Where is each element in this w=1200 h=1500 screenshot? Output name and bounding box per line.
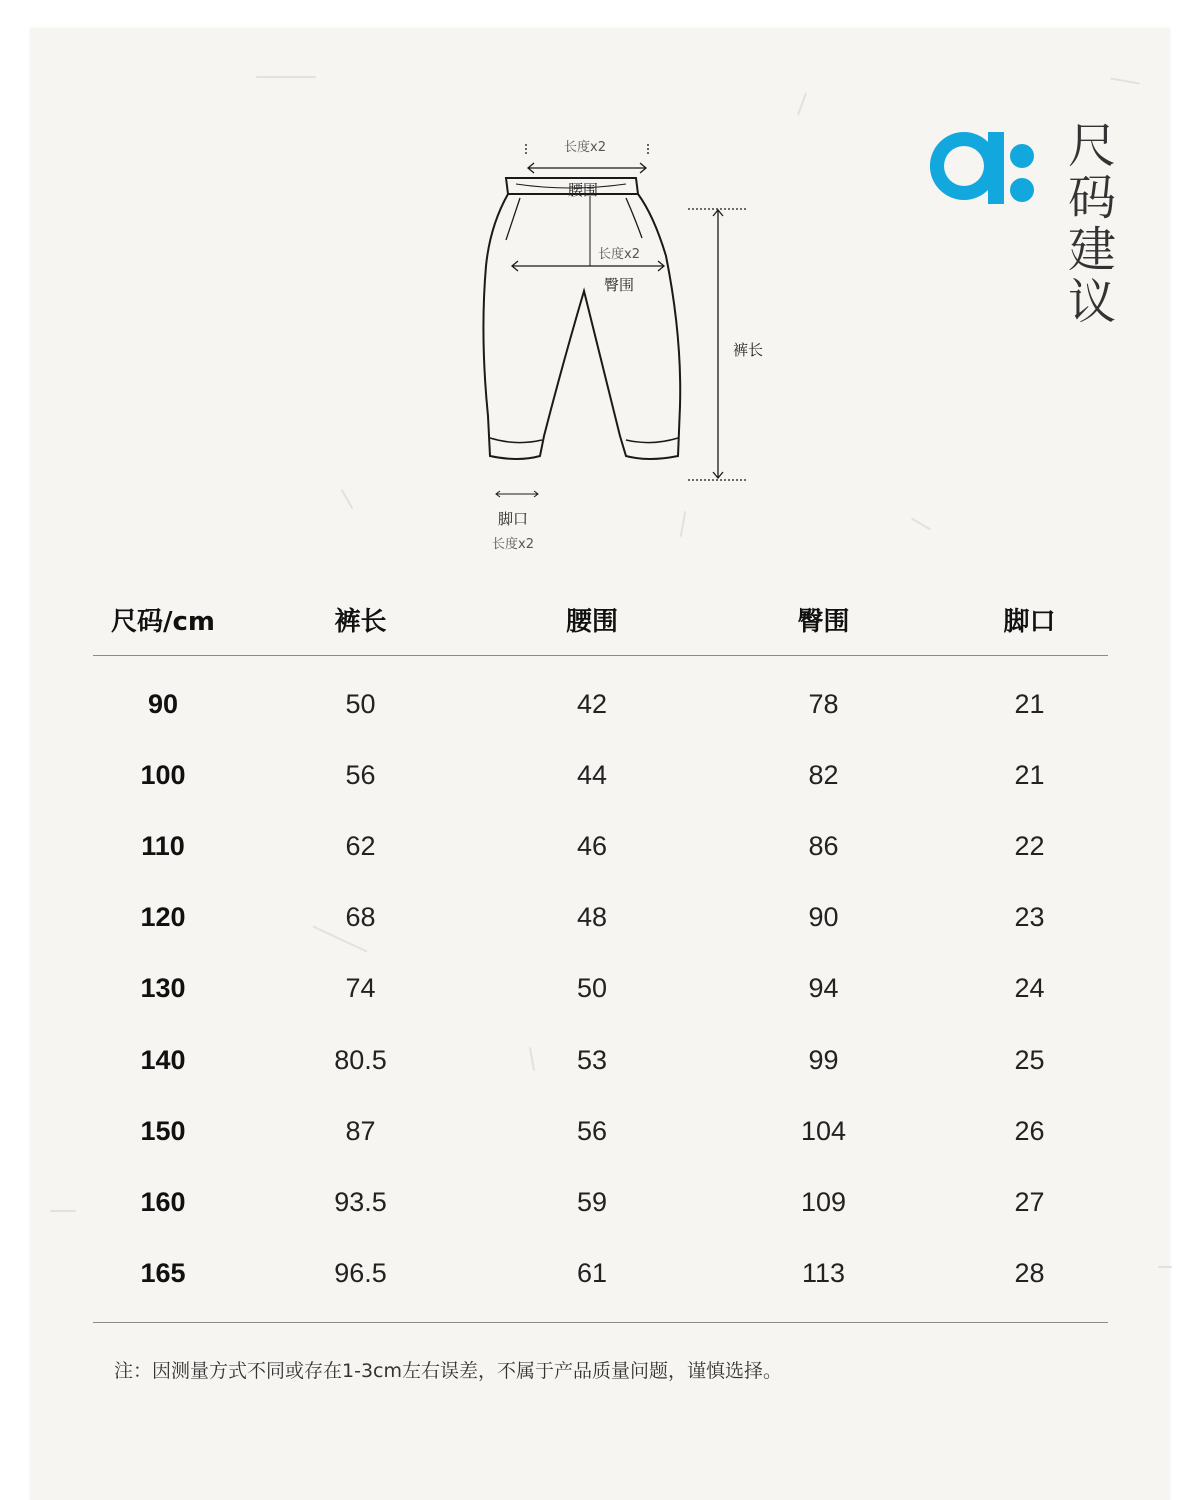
cell-cuff: 23 <box>1014 902 1045 933</box>
paper-fiber <box>1158 1266 1172 1268</box>
table-row <box>93 1238 1108 1309</box>
pants-outline <box>483 194 680 459</box>
cell-hip: 113 <box>801 1257 846 1288</box>
table-row <box>93 1167 1108 1238</box>
cell-length: 80.5 <box>334 1044 387 1075</box>
header-length: 裤长 <box>334 606 387 637</box>
cuff-right <box>626 438 678 443</box>
cell-waist: 42 <box>576 689 608 720</box>
cuff-label: 脚口 <box>498 510 529 528</box>
header-cuff: 脚口 <box>1003 606 1056 637</box>
cell-hip: 86 <box>808 831 839 862</box>
paper-fiber <box>341 489 354 509</box>
table-header <box>93 583 1108 655</box>
pants-diagram <box>450 106 770 552</box>
table-row <box>93 1024 1108 1095</box>
cell-waist: 46 <box>576 831 608 862</box>
cell-waist: 48 <box>576 902 608 933</box>
table-row <box>93 740 1108 811</box>
cell-cuff: 21 <box>1014 760 1045 791</box>
cell-size: 100 <box>140 760 186 791</box>
cell-cuff: 24 <box>1014 973 1045 1004</box>
cell-length: 62 <box>345 831 376 862</box>
cuff-left <box>490 438 542 443</box>
size-table <box>93 583 1108 1323</box>
cell-hip: 109 <box>800 1186 847 1217</box>
pocket-right <box>626 198 642 238</box>
paper-fiber <box>797 92 807 115</box>
header-size: 尺码/cm <box>110 606 215 637</box>
cell-length: 50 <box>345 689 376 720</box>
cell-size: 160 <box>140 1186 186 1217</box>
cell-cuff: 28 <box>1014 1257 1045 1288</box>
cell-hip: 99 <box>808 1044 839 1075</box>
logo-dot-top <box>1010 144 1034 168</box>
logo-letter-a <box>930 132 1004 204</box>
header-hip: 臀围 <box>797 606 850 637</box>
cell-length: 68 <box>345 902 376 933</box>
cell-size: 90 <box>147 689 179 720</box>
paper-fiber <box>1110 77 1140 84</box>
cell-size: 120 <box>140 902 186 933</box>
cell-waist: 50 <box>576 973 608 1004</box>
cell-size: 140 <box>140 1044 186 1075</box>
paper-fiber <box>256 76 316 78</box>
cell-waist: 53 <box>576 1044 608 1075</box>
cuff-sub-label: 长度x2 <box>492 537 534 552</box>
cell-length: 74 <box>345 973 376 1004</box>
table-row <box>93 882 1108 953</box>
cell-size: 110 <box>141 831 185 862</box>
waist-label: 腰围 <box>568 181 599 199</box>
table-row <box>93 669 1108 740</box>
cell-length: 93.5 <box>334 1186 387 1217</box>
title-char: 议 <box>1067 274 1116 330</box>
table-body <box>93 656 1108 1322</box>
disclaimer-note: 注：因测量方式不同或存在1-3cm左右误差，不属于产品质量问题，谨慎选择。 <box>114 1360 782 1382</box>
cell-hip: 78 <box>808 689 839 720</box>
cell-size: 130 <box>140 973 186 1004</box>
header-waist: 腰围 <box>565 606 618 637</box>
page-title <box>1062 120 1122 328</box>
size-guide-page <box>30 28 1170 1500</box>
cell-length: 87 <box>345 1115 376 1146</box>
waist-sub-label: 长度x2 <box>564 140 606 155</box>
title-char: 尺 <box>1067 118 1116 174</box>
cell-size: 165 <box>140 1257 186 1288</box>
title-char: 码 <box>1067 170 1116 226</box>
cell-length: 56 <box>345 760 376 791</box>
hip-label: 臀围 <box>604 276 635 294</box>
table-row <box>93 811 1108 882</box>
title-char: 建 <box>1067 222 1116 278</box>
cell-cuff: 25 <box>1014 1044 1045 1075</box>
cell-cuff: 22 <box>1014 831 1045 862</box>
cell-hip: 90 <box>808 902 839 933</box>
cell-length: 96.5 <box>334 1257 387 1288</box>
cell-hip: 94 <box>808 973 839 1004</box>
cell-hip: 104 <box>800 1115 847 1146</box>
hip-sub-label: 长度x2 <box>598 247 640 262</box>
cell-cuff: 21 <box>1014 689 1045 720</box>
cell-waist: 59 <box>576 1186 608 1217</box>
table-bottom-rule <box>93 1322 1108 1323</box>
pocket-left <box>506 198 520 240</box>
cell-size: 150 <box>140 1115 186 1146</box>
length-label: 裤长 <box>733 341 764 359</box>
cell-waist: 44 <box>576 760 608 791</box>
cell-waist: 56 <box>576 1115 608 1146</box>
cell-waist: 61 <box>576 1257 608 1288</box>
cell-cuff: 27 <box>1014 1186 1045 1217</box>
cell-cuff: 26 <box>1014 1115 1045 1146</box>
paper-fiber <box>50 1210 76 1212</box>
table-row <box>93 1096 1108 1167</box>
brand-logo <box>922 124 1038 208</box>
paper-fiber <box>911 518 931 531</box>
table-row <box>93 953 1108 1024</box>
cell-hip: 82 <box>808 760 839 791</box>
logo-dot-bottom <box>1010 178 1034 202</box>
pants-icon <box>450 106 770 536</box>
